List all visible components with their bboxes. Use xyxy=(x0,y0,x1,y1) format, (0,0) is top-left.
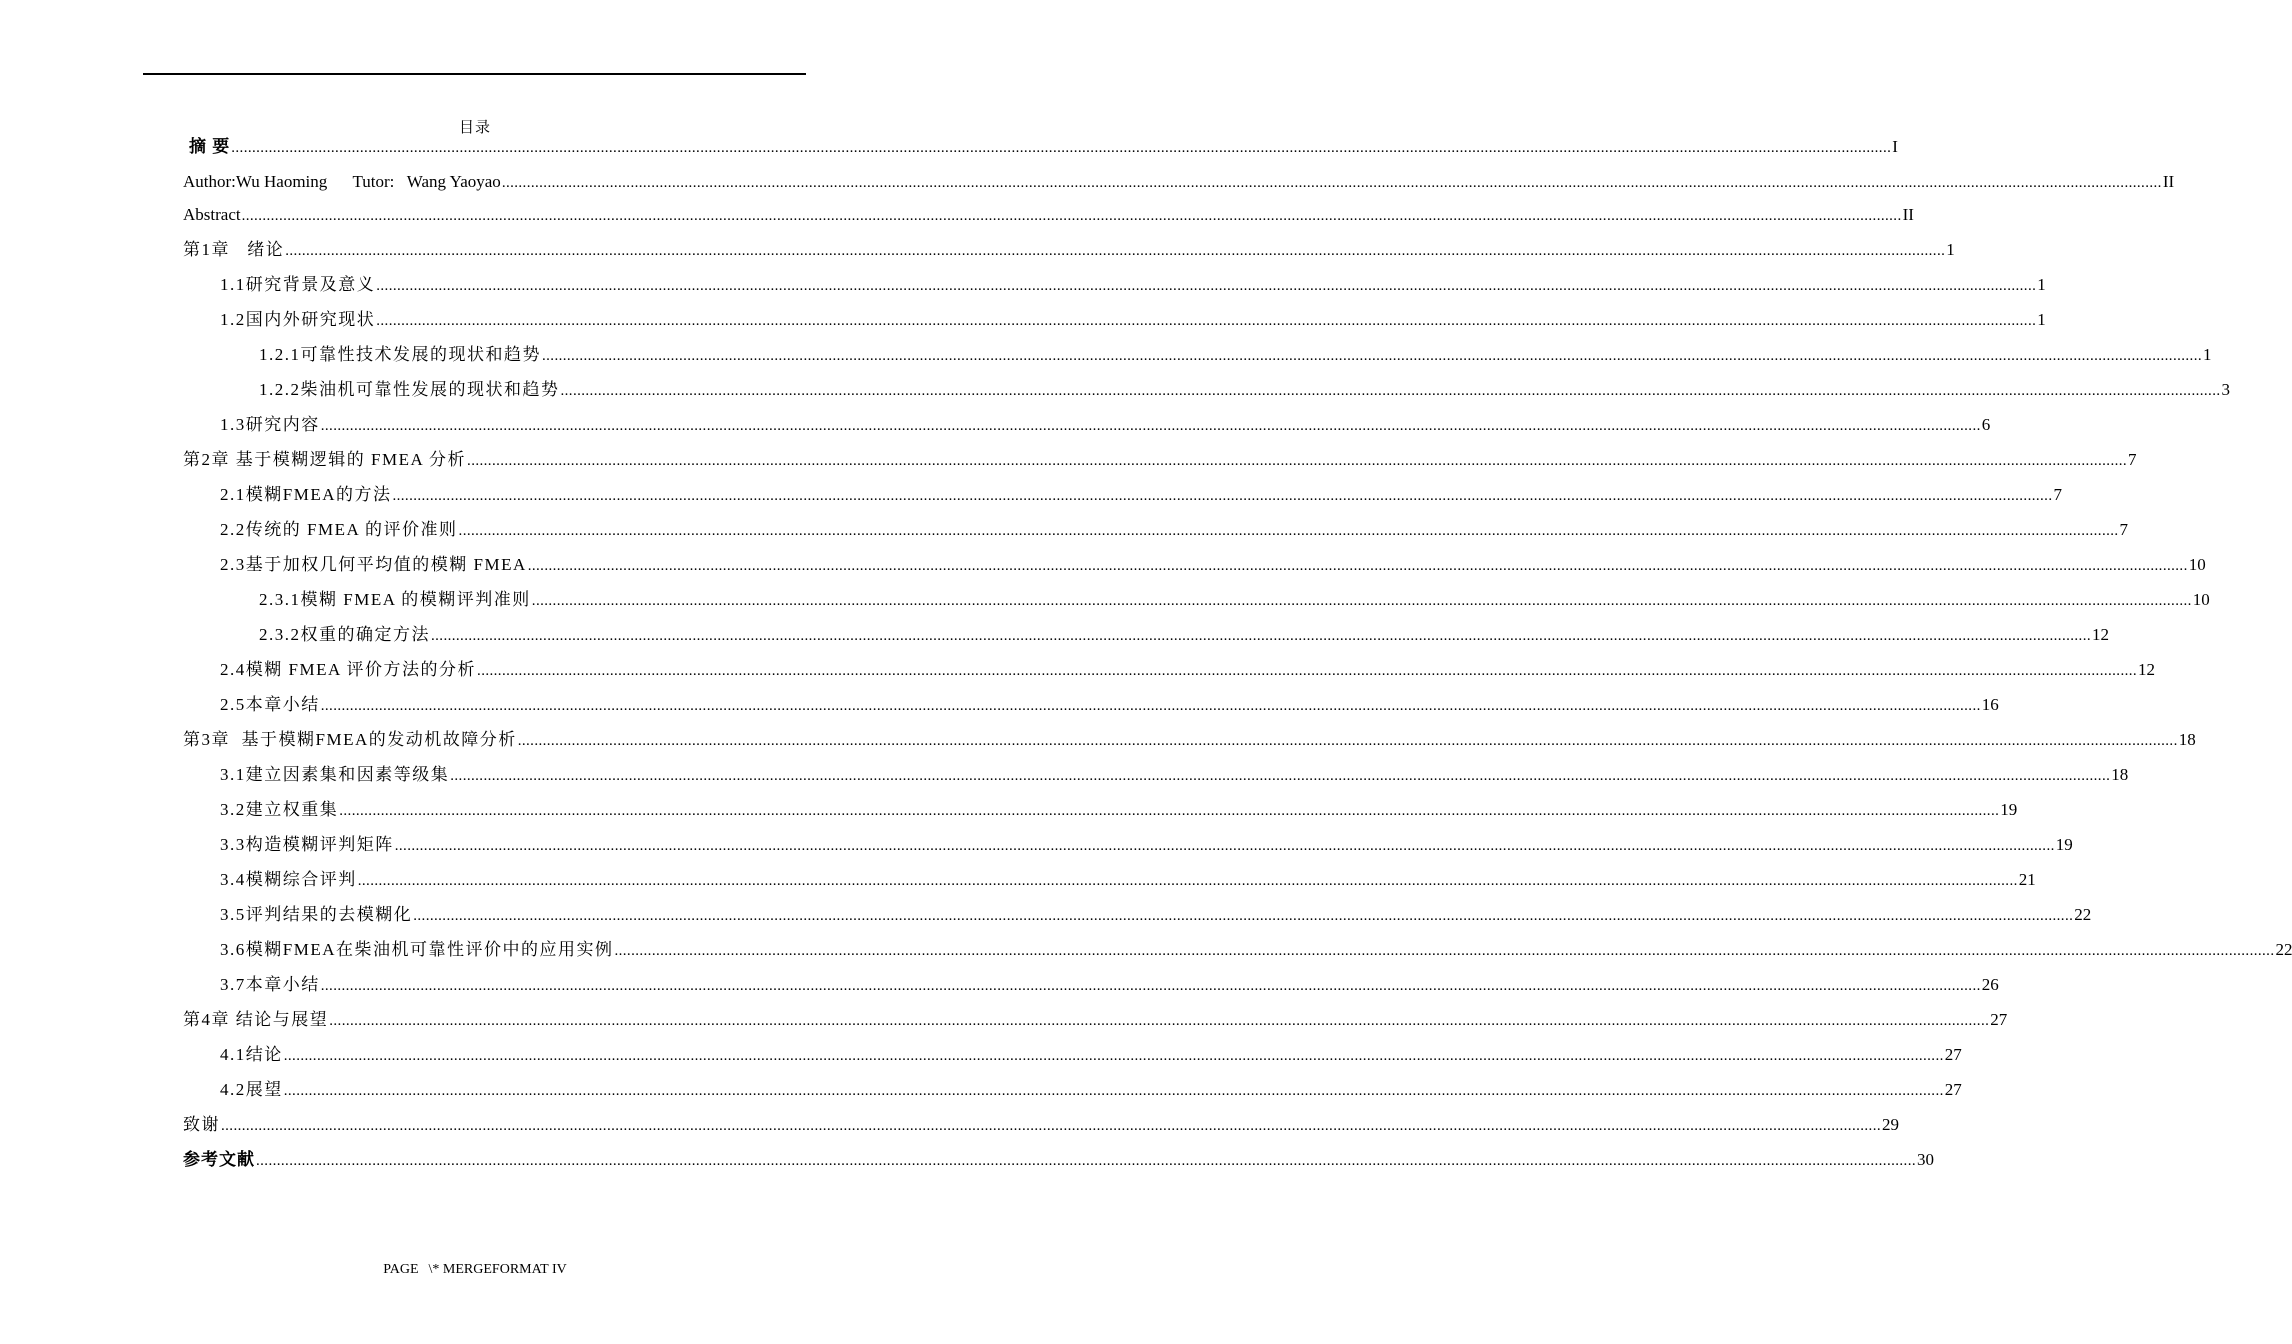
toc-entry-label: 2.2传统的 FMEA 的评价准则 xyxy=(220,520,458,539)
toc-entry-page: 22 xyxy=(2275,940,2292,959)
toc-entry-2-3-1[interactable] xyxy=(259,586,2210,614)
toc-entry-label: 2.4模糊 FMEA 评价方法的分析 xyxy=(220,660,477,679)
toc-entry-2-2[interactable] xyxy=(220,516,2129,544)
toc-entry-label: 致谢 xyxy=(183,1115,220,1134)
toc-entry-page: 16 xyxy=(1981,695,1999,714)
toc-entry-label: 参考文献 xyxy=(183,1150,255,1169)
toc-entry-label: 2.1模糊FMEA的方法 xyxy=(220,485,392,504)
toc-entry-label: 1.2.2柴油机可靠性发展的现状和趋势 xyxy=(259,380,560,399)
toc-entry-label: 1.2国内外研究现状 xyxy=(220,310,376,329)
toc-entry-1-1[interactable] xyxy=(220,271,2046,299)
footer-page-number: IV xyxy=(551,1262,567,1277)
toc-entry-label: 第3章 基于模糊FMEA的发动机故障分析 xyxy=(183,730,517,749)
toc-entry-2-3[interactable] xyxy=(220,551,2206,579)
toc-entry-2-3-2[interactable] xyxy=(259,621,2109,649)
toc-entry-page: 22 xyxy=(2074,905,2092,924)
toc-entry-3-2[interactable] xyxy=(220,796,2018,824)
toc-entry-chapter-4[interactable] xyxy=(183,1006,2008,1034)
dot-leader: ................................................................................................................................................................................................................................................................................................................................................................................................................ xyxy=(392,488,2053,504)
toc-entry-3-3[interactable] xyxy=(220,831,2073,859)
dot-leader: ................................................................................................................................................................................................................................................................................................................................................................................................................ xyxy=(531,593,2192,609)
toc-entry-abstract-en[interactable] xyxy=(183,201,1914,229)
toc-entry-label: 3.1建立因素集和因素等级集 xyxy=(220,765,450,784)
dot-leader: ................................................................................................................................................................................................................................................................................................................................................................................................................ xyxy=(320,978,1981,994)
dot-leader: ................................................................................................................................................................................................................................................................................................................................................................................................................ xyxy=(231,140,1892,156)
page-footer xyxy=(0,1262,950,1278)
dot-leader: ................................................................................................................................................................................................................................................................................................................................................................................................................ xyxy=(467,453,2128,469)
dot-leader: ................................................................................................................................................................................................................................................................................................................................................................................................................ xyxy=(527,558,2188,574)
toc-entry-author[interactable] xyxy=(183,168,2175,196)
toc-entry-page: 30 xyxy=(1917,1150,1934,1169)
toc-entry-chapter-3[interactable] xyxy=(183,726,2196,754)
toc-entry-abstract-cn[interactable] xyxy=(189,133,1898,161)
toc-entry-label: 第1章 绪论 xyxy=(183,240,285,259)
dot-leader: ................................................................................................................................................................................................................................................................................................................................................................................................................ xyxy=(376,278,2037,294)
toc-entry-label: 3.2建立权重集 xyxy=(220,800,339,819)
toc-entry-3-5[interactable] xyxy=(220,901,2092,929)
dot-leader: ................................................................................................................................................................................................................................................................................................................................................................................................................ xyxy=(501,175,2162,191)
toc-entry-3-7[interactable] xyxy=(220,971,1999,999)
toc-entry-chapter-2[interactable] xyxy=(183,446,2137,474)
dot-leader: ................................................................................................................................................................................................................................................................................................................................................................................................................ xyxy=(283,1083,1944,1099)
dot-leader: ................................................................................................................................................................................................................................................................................................................................................................................................................ xyxy=(221,1118,1881,1134)
toc-entry-label: 4.1结论 xyxy=(220,1045,283,1064)
toc-entry-1-2-1[interactable] xyxy=(259,341,2212,369)
dot-leader: ................................................................................................................................................................................................................................................................................................................................................................................................................ xyxy=(376,313,2037,329)
toc-entry-1-2[interactable] xyxy=(220,306,2046,334)
footer-field-code: PAGE xyxy=(383,1262,419,1277)
toc-entry-label: Author:Wu Haoming Tutor: Wang Yaoyao xyxy=(183,172,501,191)
dot-leader: ................................................................................................................................................................................................................................................................................................................................................................................................................ xyxy=(560,383,2221,399)
toc-entry-label: 1.1研究背景及意义 xyxy=(220,275,376,294)
toc-entry-2-4[interactable] xyxy=(220,656,2156,684)
toc-entry-4-1[interactable] xyxy=(220,1041,1962,1069)
dot-leader: ................................................................................................................................................................................................................................................................................................................................................................................................................ xyxy=(329,1013,1990,1029)
dot-leader: ................................................................................................................................................................................................................................................................................................................................................................................................................ xyxy=(542,348,2202,364)
toc-entry-page: 26 xyxy=(1981,975,1999,994)
toc-entry-page: 10 xyxy=(2188,555,2206,574)
footer-field-switch: \* MERGEFORMAT xyxy=(428,1262,549,1277)
toc-entry-label: 2.3.1模糊 FMEA 的模糊评判准则 xyxy=(259,590,531,609)
toc-entry-label: 3.3构造模糊评判矩阵 xyxy=(220,835,394,854)
toc-entry-label: 3.4模糊综合评判 xyxy=(220,870,357,889)
toc-entry-3-1[interactable] xyxy=(220,761,2129,789)
toc-entry-page: I xyxy=(1892,137,1898,156)
toc-entry-2-5[interactable] xyxy=(220,691,1999,719)
dot-leader: ................................................................................................................................................................................................................................................................................................................................................................................................................ xyxy=(357,873,2018,889)
dot-leader: ................................................................................................................................................................................................................................................................................................................................................................................................................ xyxy=(339,803,2000,819)
toc-entry-label: 1.2.1可靠性技术发展的现状和趋势 xyxy=(259,345,541,364)
toc-entry-page: 18 xyxy=(2111,765,2129,784)
toc-entry-page: 7 xyxy=(2053,485,2062,504)
toc-entry-page: 7 xyxy=(2119,520,2129,539)
toc-entry-page: II xyxy=(1902,205,1914,224)
toc-entry-label: 3.6模糊FMEA在柴油机可靠性评价中的应用实例 xyxy=(220,940,614,959)
dot-leader: ................................................................................................................................................................................................................................................................................................................................................................................................................ xyxy=(517,733,2178,749)
toc-entry-page: 27 xyxy=(1944,1080,1962,1099)
dot-leader: ................................................................................................................................................................................................................................................................................................................................................................................................................ xyxy=(320,698,1981,714)
toc-entry-label: 2.5本章小结 xyxy=(220,695,320,714)
toc-entry-label: 3.5评判结果的去模糊化 xyxy=(220,905,413,924)
dot-leader: ................................................................................................................................................................................................................................................................................................................................................................................................................ xyxy=(320,418,1981,434)
toc-entry-label: 4.2展望 xyxy=(220,1080,283,1099)
toc-entry-3-4[interactable] xyxy=(220,866,2036,894)
toc-entry-chapter-1[interactable] xyxy=(183,236,1955,264)
dot-leader: ................................................................................................................................................................................................................................................................................................................................................................................................................ xyxy=(431,628,2091,644)
toc-entry-page: 19 xyxy=(2000,800,2018,819)
toc-entry-page: 10 xyxy=(2192,590,2210,609)
toc-entry-page: 3 xyxy=(2221,380,2230,399)
toc-entry-page: 7 xyxy=(2128,450,2137,469)
toc-entry-label: 摘 要 xyxy=(189,137,231,156)
dot-leader: ................................................................................................................................................................................................................................................................................................................................................................................................................ xyxy=(285,243,1946,259)
toc-entry-page: 1 xyxy=(2037,310,2046,329)
toc-entry-page: 27 xyxy=(1990,1010,2008,1029)
toc-entry-page: 6 xyxy=(1981,415,1991,434)
toc-entry-page: 1 xyxy=(1946,240,1955,259)
dot-leader: ................................................................................................................................................................................................................................................................................................................................................................................................................ xyxy=(413,908,2074,924)
toc-entry-1-3[interactable] xyxy=(220,411,1991,439)
toc-entry-page: 12 xyxy=(2092,625,2109,644)
toc-entry-page: 18 xyxy=(2178,730,2196,749)
dot-leader: ................................................................................................................................................................................................................................................................................................................................................................................................................ xyxy=(450,768,2111,784)
dot-leader: ................................................................................................................................................................................................................................................................................................................................................................................................................ xyxy=(477,663,2138,679)
toc-entry-label: 3.7本章小结 xyxy=(220,975,320,994)
toc-entry-acknowledgements[interactable] xyxy=(183,1111,1899,1139)
toc-entry-page: 27 xyxy=(1944,1045,1962,1064)
toc-title: 目录 xyxy=(458,120,491,136)
dot-leader: ................................................................................................................................................................................................................................................................................................................................................................................................................ xyxy=(458,523,2119,539)
dot-leader: ................................................................................................................................................................................................................................................................................................................................................................................................................ xyxy=(394,838,2055,854)
toc-entry-label: 第4章 结论与展望 xyxy=(183,1010,329,1029)
header-rule xyxy=(143,73,806,75)
toc-entry-page: 19 xyxy=(2055,835,2073,854)
dot-leader: ................................................................................................................................................................................................................................................................................................................................................................................................................ xyxy=(283,1048,1944,1064)
toc-entry-label: 1.3研究内容 xyxy=(220,415,320,434)
toc-entry-4-2[interactable] xyxy=(220,1076,1962,1104)
toc-entry-page: II xyxy=(2162,172,2175,191)
toc-entry-page: 1 xyxy=(2037,275,2046,294)
toc-entry-page: 1 xyxy=(2203,345,2212,364)
toc-entry-3-6[interactable] xyxy=(220,936,2292,964)
toc-entry-label: 2.3基于加权几何平均值的模糊 FMEA xyxy=(220,555,527,574)
toc-entry-1-2-2[interactable] xyxy=(259,376,2230,404)
toc-entry-label: 第2章 基于模糊逻辑的 FMEA 分析 xyxy=(183,450,467,469)
toc-entry-2-1[interactable] xyxy=(220,481,2062,509)
toc-entry-page: 29 xyxy=(1882,1115,1899,1134)
dot-leader: ................................................................................................................................................................................................................................................................................................................................................................................................................ xyxy=(614,943,2275,959)
toc-entry-references[interactable] xyxy=(183,1146,1934,1174)
toc-entry-page: 21 xyxy=(2018,870,2036,889)
dot-leader: ................................................................................................................................................................................................................................................................................................................................................................................................................ xyxy=(241,208,1902,224)
toc-entry-page: 12 xyxy=(2138,660,2156,679)
toc-entry-label: Abstract xyxy=(183,205,241,224)
dot-leader: ................................................................................................................................................................................................................................................................................................................................................................................................................ xyxy=(256,1153,1916,1169)
toc-entry-label: 2.3.2权重的确定方法 xyxy=(259,625,430,644)
